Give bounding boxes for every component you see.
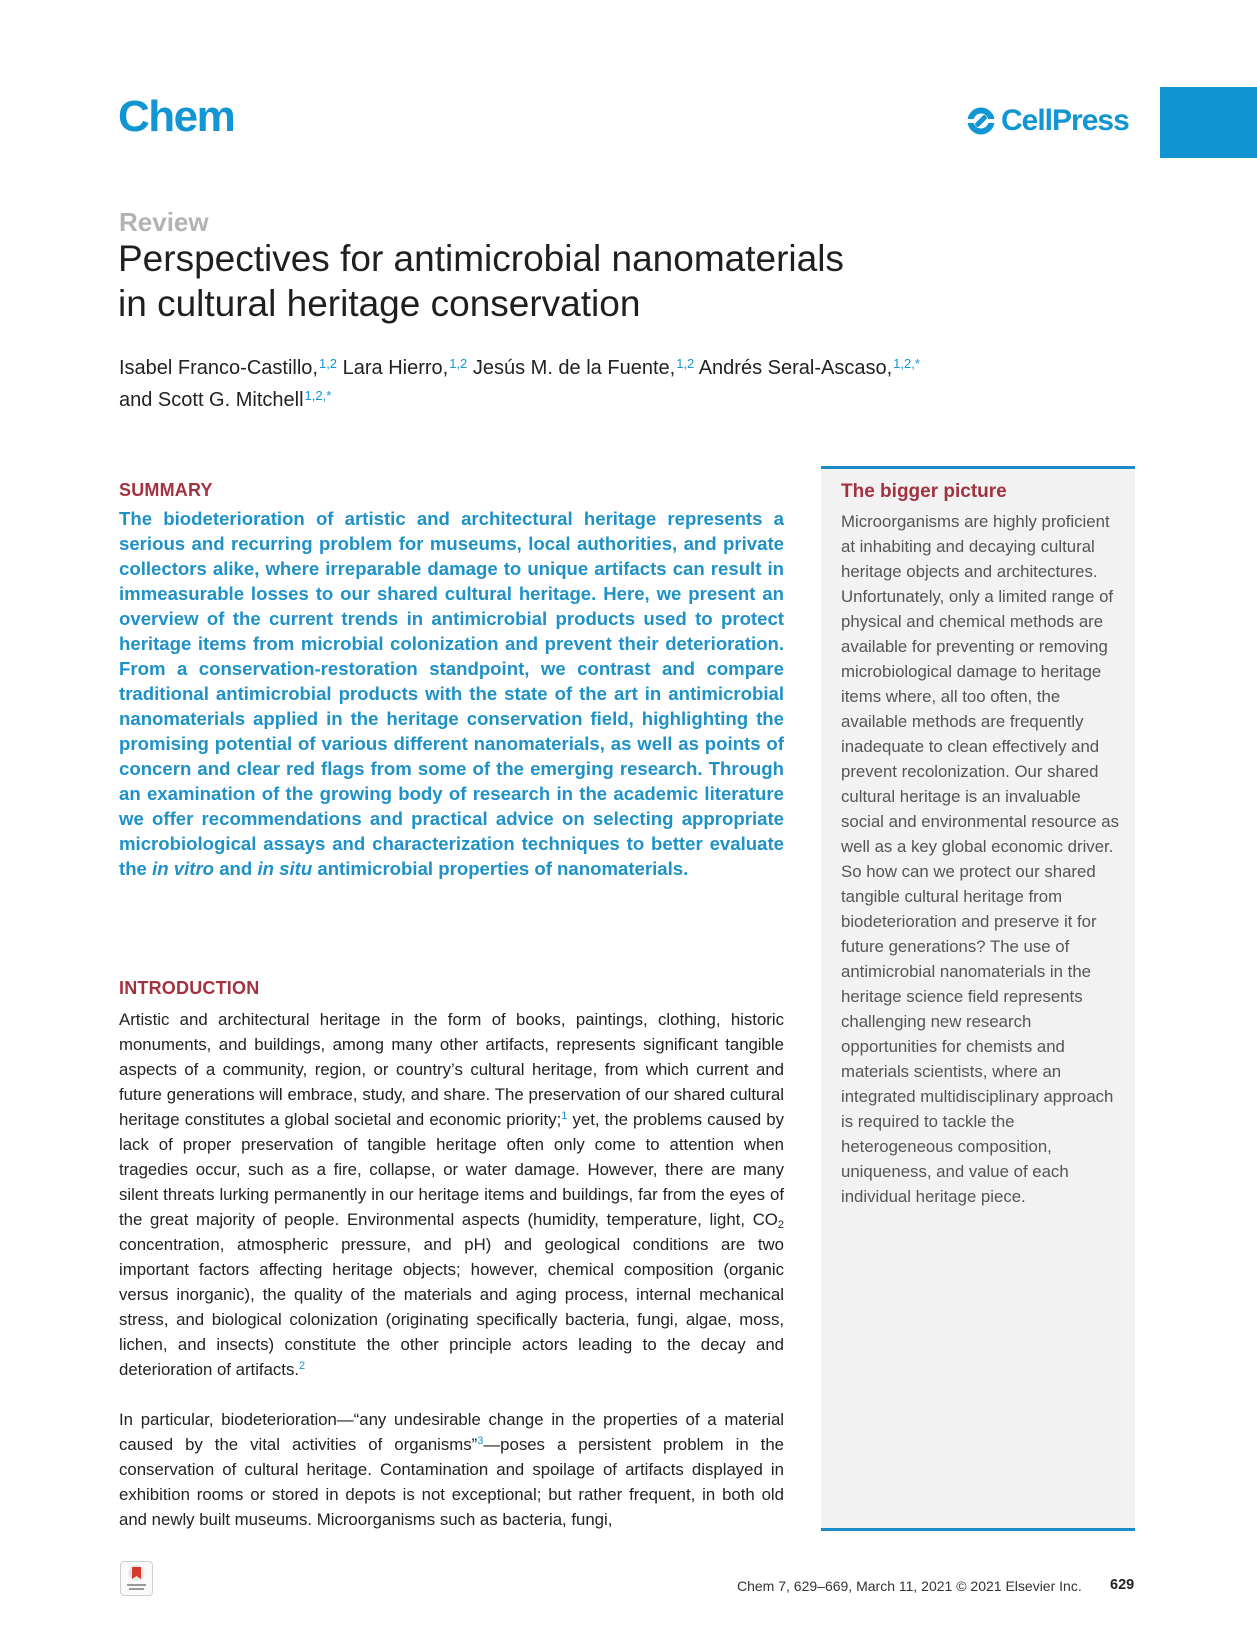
summary-text: The biodeterioration of artistic and architectural heritage represents a serious and recurring problem for museums, local authorities, and private collectors alike, where irreparable damage to unique artifacts can result in immeasurable losses to our shared cultural heritage. Here, we present an overview of the current trends in antimicrobial products used to protect heritage items from microbial colonization and prevent their deterioration. From a conservation-restoration standpoint, we contrast and compare traditional antimicrobial products with the state of the art in antimicrobial nanomaterials applied in the heritage conservation field, highlighting the promising potential of various different nanomaterials, as well as points of concern and clear red flags from some of the emerging research. Through an examination of the growing body of research in the academic literature we offer recommendations and practical advice on selecting appropriate microbiological assays and characterization techniques to better evaluate the in vitro and in situ antimicrobial properties of nanomaterials. — [119, 508, 784, 879]
article-title-line: in cultural heritage conservation — [118, 283, 641, 324]
author[interactable]: Andrés Seral-Ascaso,$^{1,2,*}$ — [698, 356, 920, 379]
bigger-picture-heading: The bigger picture — [841, 481, 1007, 502]
citation-ref[interactable]: 3 — [477, 1435, 484, 1447]
bigger-picture-text: Microorganisms are highly proficient at inhabiting and decaying cultural heritage objects and architectures. Unfortunately, only a limited range of physical and chemical methods are available for preventing or removing microbiological damage to heritage items where, all too often, the available methods are frequently inadequate to clean effectively and prevent recolonization. Our shared cultural heritage is an invaluable social and environmental resource as well as a key global economic driver. So how can we protect our shared tangible cultural heritage from biodeterioration and preserve it for future generations? The use of antimicrobial nanomaterials in the heritage science field represents challenging new research opportunities for chemists and materials scientists, where an integrated multidisciplinary approach is required to tackle the heterogeneous composition, uniqueness, and value of each individual heritage piece. — [841, 512, 1119, 1206]
citation-ref[interactable]: 2 — [299, 1360, 306, 1372]
affiliation-ref[interactable]: 1,2 — [318, 356, 338, 371]
citation-ref[interactable]: 1 — [561, 1110, 568, 1122]
summary-heading: SUMMARY — [119, 480, 213, 500]
publisher-name: CellPress — [1001, 104, 1129, 137]
italic-term: in situ — [257, 858, 313, 879]
author[interactable]: and Scott G. Mitchell$^{1,2,*}$ — [119, 388, 332, 411]
italic-term: in vitro — [152, 858, 215, 879]
subscript: 2 — [777, 1219, 784, 1231]
introduction-heading: INTRODUCTION — [119, 978, 260, 998]
affiliation-ref[interactable]: 1,2 — [449, 356, 468, 371]
check-for-updates-badge[interactable] — [120, 1561, 153, 1596]
article-title — [118, 236, 1018, 326]
author[interactable]: Jesús M. de la Fuente,$^{1,2}$ — [472, 356, 695, 379]
article-type: Review — [119, 207, 209, 237]
section-tab — [1160, 87, 1257, 158]
journal-logo[interactable]: Chem — [118, 92, 235, 141]
page-number: 629 — [1110, 1577, 1135, 1593]
cellpress-icon — [965, 106, 997, 136]
introduction-paragraph: In particular, biodeterioration—“any undesirable change in the properties of a material caused by the vital activities of organisms”$^3$—poses a persistent problem in the conservation of cultural heritage. Contamination and spoilage of artifacts displayed in exhibition rooms or stored in depots is not exceptional; but rather frequent, in both old and newly built museums. Microorganisms such as bacteria, fungi, — [119, 1410, 784, 1529]
affiliation-ref[interactable]: 1,2,* — [893, 356, 920, 371]
citation-footer: Chem 7, 629–669, March 11, 2021 © 2021 Elsevier Inc. — [737, 1578, 1082, 1594]
article-title-line: Perspectives for antimicrobial nanomaterials — [118, 238, 844, 279]
affiliation-ref[interactable]: 1,2,* — [304, 388, 332, 403]
affiliation-ref[interactable]: 1,2 — [676, 356, 695, 371]
author[interactable]: Lara Hierro,$^{1,2}$ — [342, 356, 468, 379]
bigger-picture-box — [821, 466, 1135, 1531]
cellpress-logo[interactable] — [965, 104, 1129, 138]
author-list — [119, 352, 1059, 416]
author[interactable]: Isabel Franco-Castillo,$^{1,2}$ — [119, 356, 338, 379]
introduction-paragraph: Artistic and architectural heritage in the form of books, paintings, clothing, historic monuments, and buildings, among many other artifacts, represents significant tangible aspects of a community, region, or country’s cultural heritage, from which current and future generations will embrace, study, and share. The preservation of our shared cultural heritage constitutes a global societal and economic priority;$^1$ yet, the problems caused by lack of proper preservation of tangible heritage often only come to attention when tragedies occur, such as a fire, collapse, or water damage. However, there are many silent threats lurking permanently in our heritage items and buildings, far from the eyes of the great majority of people. Environmental aspects (humidity, temperature, light, $CO_2$ concentration, atmospheric pressure, and pH) and geological conditions are two important factors affecting heritage objects; however, chemical composition (organic versus inorganic), the quality of the materials and aging process, internal mechanical stress, and biological colonization (originating specifically bacteria, fungi, algae, moss, lichen, and insects) constitute the other principle actors leading to the decay and deterioration of artifacts.$^2$ — [119, 1010, 785, 1379]
bookmark-icon — [121, 1562, 152, 1595]
